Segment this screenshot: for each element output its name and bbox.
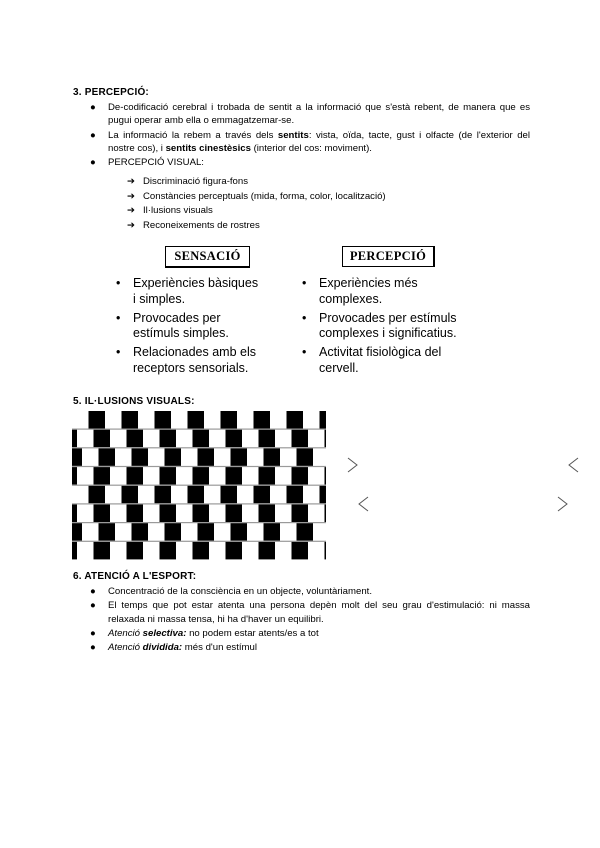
list-item [90, 627, 530, 640]
illusion-tile [287, 411, 304, 429]
bullet-text: Concentració de la consciència en un objecte, voluntàriament. [108, 586, 372, 597]
perception-list [302, 276, 482, 380]
illusion-tile [99, 448, 116, 466]
illusion-tile [94, 542, 111, 560]
illusion-tile [198, 523, 215, 541]
illusion-tile [226, 542, 243, 560]
bullet-icon: ● [90, 102, 96, 113]
illusion-tile [221, 411, 238, 429]
illusion-tile [320, 486, 327, 504]
bullet-text: De-codificació cerebral i trobada de sentit a la informació que s'està rebent, de manera que es pugui operar amb ella o emmagatzemar-se. [108, 102, 530, 127]
bullet-icon: ● [90, 157, 96, 169]
illusion-tile [292, 542, 309, 560]
list-item [302, 345, 482, 376]
bullet-text: : vista, oïda, tacte, gust i olfacte (de l'exterior del nostre cos), i [108, 129, 530, 154]
list-item [302, 276, 482, 307]
bold-term: sentits [277, 129, 309, 141]
illusion-tile [264, 523, 281, 541]
illusion-tile [198, 448, 215, 466]
list-item [90, 101, 530, 128]
illusion-tile [231, 448, 248, 466]
item-line: Provocades per [133, 310, 221, 325]
list-item [116, 276, 276, 307]
illusion-tile [99, 523, 116, 541]
list-item [90, 641, 530, 654]
illusion-tile [325, 430, 327, 448]
illusion-tile [320, 411, 327, 429]
section-6-heading: 6. ATENCIÓ A L'ESPORT: [73, 571, 197, 582]
arrow-icon: ➔ [127, 219, 136, 231]
illusion-tile [292, 505, 309, 523]
illusion-tile [72, 505, 77, 523]
illusion-tile [155, 411, 172, 429]
illusion-tile [231, 523, 248, 541]
illusion-tile [89, 486, 106, 504]
illusion-tile [254, 411, 271, 429]
list-item [90, 599, 530, 626]
bullet-icon: • [302, 276, 307, 290]
visual-perception-sublist [127, 175, 386, 233]
bullet-text: més d'un estímul [182, 642, 258, 654]
bullet-text: Atenció [108, 627, 140, 639]
sublist-text: Discriminació figura-fons [143, 176, 249, 187]
bullet-text: (interior del cos: moviment). [250, 142, 372, 154]
illusion-tile [72, 542, 77, 560]
sensation-list [116, 276, 276, 380]
illusion-tile [292, 467, 309, 485]
list-item [90, 156, 530, 169]
chevron-right-icon [555, 494, 571, 514]
item-line: receptors sensorials. [133, 360, 249, 375]
illusion-mortar-line [72, 485, 326, 486]
section-5-heading: 5. IL·LUSIONS VISUALS: [73, 396, 195, 407]
illusion-tile [221, 486, 238, 504]
illusion-tile [325, 505, 327, 523]
illusion-tile [94, 505, 111, 523]
illusion-tile [122, 486, 139, 504]
illusion-tile [94, 430, 111, 448]
arrow-icon: ➔ [127, 176, 136, 187]
illusion-tile [122, 411, 139, 429]
illusion-tile [226, 505, 243, 523]
illusion-tile [226, 430, 243, 448]
list-item [90, 585, 530, 598]
illusion-tile [132, 448, 149, 466]
illusion-tile [287, 486, 304, 504]
bullet-icon: • [116, 276, 121, 290]
illusion-mortar-line [72, 466, 326, 467]
illusion-mortar-line [72, 522, 326, 523]
illusion-tile [193, 542, 210, 560]
bullet-icon: ● [90, 586, 96, 597]
item-line: Experiències bàsiques [133, 276, 259, 290]
illusion-tile [193, 505, 210, 523]
perception-title: PERCEPCIÓ [342, 246, 435, 267]
illusion-tile [72, 448, 82, 466]
item-line: i simples. [133, 291, 186, 306]
illusion-tile [160, 430, 177, 448]
sublist-item [127, 190, 386, 205]
list-item [90, 129, 530, 156]
sublist-item [127, 175, 386, 190]
sublist-text: Constàncies perceptuals (mida, forma, color, localització) [143, 190, 386, 202]
illusion-tile [165, 523, 182, 541]
list-item [302, 311, 482, 342]
bullet-icon: ● [90, 129, 96, 141]
bold-term: sentits cinestèsics [165, 142, 251, 154]
illusion-tile [264, 448, 281, 466]
section-3-heading: 3. PERCEPCIÓ: [73, 87, 149, 98]
illusion-tile [259, 467, 276, 485]
item-line: complexes. [319, 291, 383, 306]
illusion-tile [297, 523, 314, 541]
illusion-tile [259, 505, 276, 523]
chevron-left-icon [355, 494, 371, 514]
item-line: Experiències més [319, 276, 418, 290]
bold-term: dividida: [142, 642, 183, 654]
illusion-tile [188, 486, 205, 504]
illusion-mortar-line [72, 503, 326, 504]
bullet-text: PERCEPCIÓ VISUAL: [108, 157, 204, 169]
illusion-tile [254, 486, 271, 504]
illusion-tile [325, 467, 327, 485]
list-item [116, 345, 276, 376]
illusion-tile [160, 542, 177, 560]
bullet-text: no podem estar atents/es a tot [186, 627, 319, 639]
illusion-tile [132, 523, 149, 541]
illusion-tile [160, 467, 177, 485]
sublist-text: Reconeixements de rostres [143, 219, 260, 231]
illusion-mortar-line [72, 429, 326, 430]
item-line: cervell. [319, 360, 359, 375]
bullet-icon: • [302, 345, 307, 360]
bullet-icon: • [116, 345, 121, 360]
illusion-tile [127, 430, 144, 448]
illusion-tile [155, 486, 172, 504]
arrow-icon: ➔ [127, 190, 136, 202]
bold-term: selectiva: [142, 627, 187, 639]
bullet-text: La informació la rebem a través dels [108, 129, 278, 141]
item-line: Activitat fisiològica del [319, 345, 442, 360]
illusion-tile [72, 430, 77, 448]
bullet-icon: • [116, 310, 121, 325]
arrow-icon: ➔ [127, 205, 136, 217]
sublist-item [127, 204, 386, 219]
illusion-tile [259, 430, 276, 448]
illusion-tile [226, 467, 243, 485]
cafe-wall-illusion [72, 411, 326, 561]
item-line: Relacionades amb els [133, 345, 256, 360]
item-line: Provocades per estímuls [319, 310, 457, 325]
bullet-icon: ● [90, 600, 96, 612]
illusion-tile [72, 523, 82, 541]
illusion-tile [193, 467, 210, 485]
illusion-tile [292, 430, 309, 448]
illusion-mortar-line [72, 447, 326, 448]
bullet-icon: ● [90, 642, 96, 654]
sensation-title: SENSACIÓ [165, 246, 250, 268]
bullet-text: El temps que pot estar atenta una persona depèn molt del seu grau d'estimulació: ni massa relaxada ni massa tensa, hi ha d'haver un equilibri. [108, 600, 530, 625]
illusion-tile [127, 505, 144, 523]
illusion-tile [193, 430, 210, 448]
item-line: estímuls simples. [133, 326, 229, 341]
item-line: complexes i significatius. [319, 326, 457, 341]
illusion-tile [127, 542, 144, 560]
section-3-list [90, 101, 530, 169]
list-item [116, 311, 276, 342]
illusion-tile [160, 505, 177, 523]
illusion-tile [259, 542, 276, 560]
bullet-icon: ● [90, 627, 96, 639]
sublist-text: Il·lusions visuals [143, 205, 213, 217]
illusion-tile [127, 467, 144, 485]
sublist-item [127, 219, 386, 234]
illusion-tile [188, 411, 205, 429]
bullet-icon: • [302, 310, 307, 325]
section-6-list [90, 585, 530, 654]
illusion-tile [325, 542, 327, 560]
illusion-tile [165, 448, 182, 466]
illusion-mortar-line [72, 541, 326, 542]
chevron-left-icon [565, 455, 581, 475]
illusion-tile [72, 467, 77, 485]
illusion-tile [89, 411, 106, 429]
chevron-right-icon [345, 455, 361, 475]
bullet-text: Atenció [108, 642, 140, 654]
illusion-tile [297, 448, 314, 466]
illusion-tile [94, 467, 111, 485]
